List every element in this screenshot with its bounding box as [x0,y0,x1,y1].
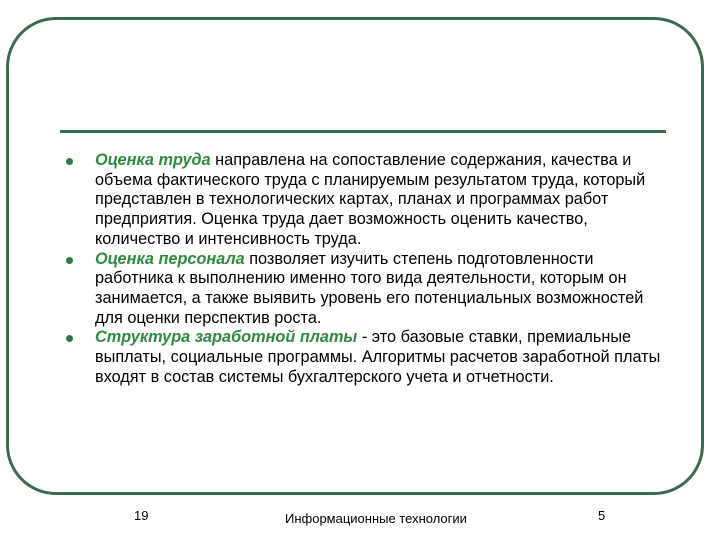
bullet-text: позволяет изучить степень подготовленности работника к выполнению именно того вида деятельности, которым он занимается, а также выявить уровень его потенциальных возможностей для оценки перспектив роста. [95,249,644,327]
list-item [66,250,666,329]
title-divider [60,130,666,133]
bullet-text: - это базовые ставки, премиальные выплаты, социальные программы. Алгоритмы расчетов заработной платы входят в состав системы бухгалтерского учета и отчетности. [95,328,661,386]
footer-left-number: 19 [134,508,149,523]
bullet-dot-icon [66,335,73,342]
term-label: Оценка труда [95,151,211,169]
list-item [66,328,666,387]
bullet-text: направлена на сопоставление содержания, качества и объема фактического труда с планируемым результатом труда, который представлен в технологических картах, планах и программах работ предприятия. Оценка труда дает возможность оценить качество, количество и интенсивность труда. [95,151,646,248]
list-item [66,151,666,250]
bullet-dot-icon [66,257,73,264]
footer-right-number: 5 [598,508,606,523]
bullet-list [66,151,666,387]
bullet-dot-icon [66,158,73,165]
term-label: Оценка персонала [95,249,245,268]
term-label: Структура заработной платы [95,328,358,347]
footer-title: Информационные технологии [285,511,467,526]
